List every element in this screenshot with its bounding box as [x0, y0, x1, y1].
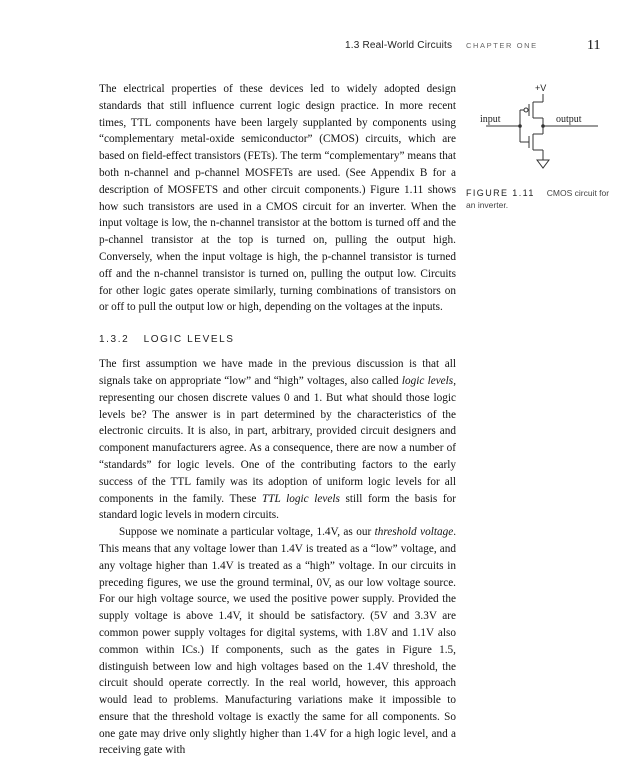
term-ttl-logic-levels: TTL logic levels: [261, 492, 340, 505]
main-text-column: [99, 81, 456, 759]
running-chapter-title: CHAPTER ONE: [466, 41, 538, 50]
paragraph-logic-levels: [99, 356, 456, 524]
supply-label: +V: [535, 83, 547, 93]
output-label: output: [556, 114, 582, 125]
cmos-inverter-diagram: [470, 80, 610, 180]
paragraph-cmos: The electrical properties of these devices led to widely adopted design standards that still influence current logic design practice. In more recent times, TTL components have been largely supplanted by components using “complementary metal-oxide semiconductor” (CMOS) circuits, which are based on field-effect transistors (FETs). The term “complementary” means that both n-channel and p-channel MOSFETs are used. (See Appendix B for a description of MOSFETS and other circuit components.) Figure 1.11 shows how such transistors are used in a CMOS circuit for an inverter. When the input voltage is low, the n-channel transistor at the bottom is turned off and the p-channel transistor at the top is turned on, pulling the output high. Conversely, when the input voltage is high, the p-channel transistor is turned off and the n-channel transistor is turned on, pulling the output low. Circuits for other logic gates operate similarly, turning combinations of transistors on or off to pull the output low or high, depending on the voltages at the inputs.: [99, 83, 456, 314]
text-run: still form the basis for standard logic levels in modern circuits.: [99, 492, 456, 522]
figure-caption: [466, 187, 616, 211]
page-number: 11: [587, 38, 601, 53]
text-run: Suppose we nominate a particular voltage, 1.4V, as our: [119, 526, 375, 539]
page-header: [0, 40, 638, 56]
section-heading-number: 1.3.2: [99, 334, 130, 346]
figure-caption-label: FIGURE 1.11: [466, 188, 535, 198]
text-run: , representing our chosen discrete values 0 and 1. But what should those logic levels be? The answer is in part determined by the characteristics of the electronic circuits. It is also, in part, arbitrary, provided circuit designers and component manufacturers agree. As a consequence, there are now a number of “standards” for logic levels. One of the contributing factors to the early success of the TTL family was its adoption of uniform logic levels for all components in the family. These: [99, 374, 456, 505]
input-label: input: [480, 114, 501, 125]
ground-symbol: [537, 160, 549, 168]
paragraph-threshold-voltage: [99, 524, 456, 759]
text-run: . This means that any voltage lower than 1.4V is treated as a “low” voltage, and any voltage higher than 1.4V is treated as a “high” voltage. In our circuits in preceding figures, we use the ground terminal, 0V, as our low voltage source. For our high voltage source, we used the positive power supply. Provided the supply voltage is above 1.4V, it should be satisfactory. (5V and 3.3V are common power supply voltages for digital systems, with 1.8V and 1.1V also common within ICs.) If components, such as the gates in Figure 1.5, distinguish between low and high voltages based on the 1.4V threshold, the circuit should operate correctly. In the real world, however, this approach would lead to problems. Manufacturing variations make it impossible to ensure that the threshold voltage is exactly the same for all components. So one gate may drive only slightly higher than 1.4V for a high logic level, and a receiving gate with: [99, 526, 456, 757]
figure-caption-text: CMOS circuit for an inverter.: [466, 188, 610, 210]
term-logic-levels: logic levels: [401, 374, 454, 387]
term-threshold-voltage: threshold voltage: [374, 526, 454, 539]
section-heading-title: LOGIC LEVELS: [143, 334, 235, 346]
p-gate-bubble: [524, 108, 528, 112]
text-run: The first assumption we have made in the previous discussion is that all signals take on appropriate “low” and “high” voltages, also called: [99, 358, 456, 387]
running-section-title: 1.3 Real-World Circuits: [345, 40, 453, 51]
section-heading: [99, 332, 456, 348]
